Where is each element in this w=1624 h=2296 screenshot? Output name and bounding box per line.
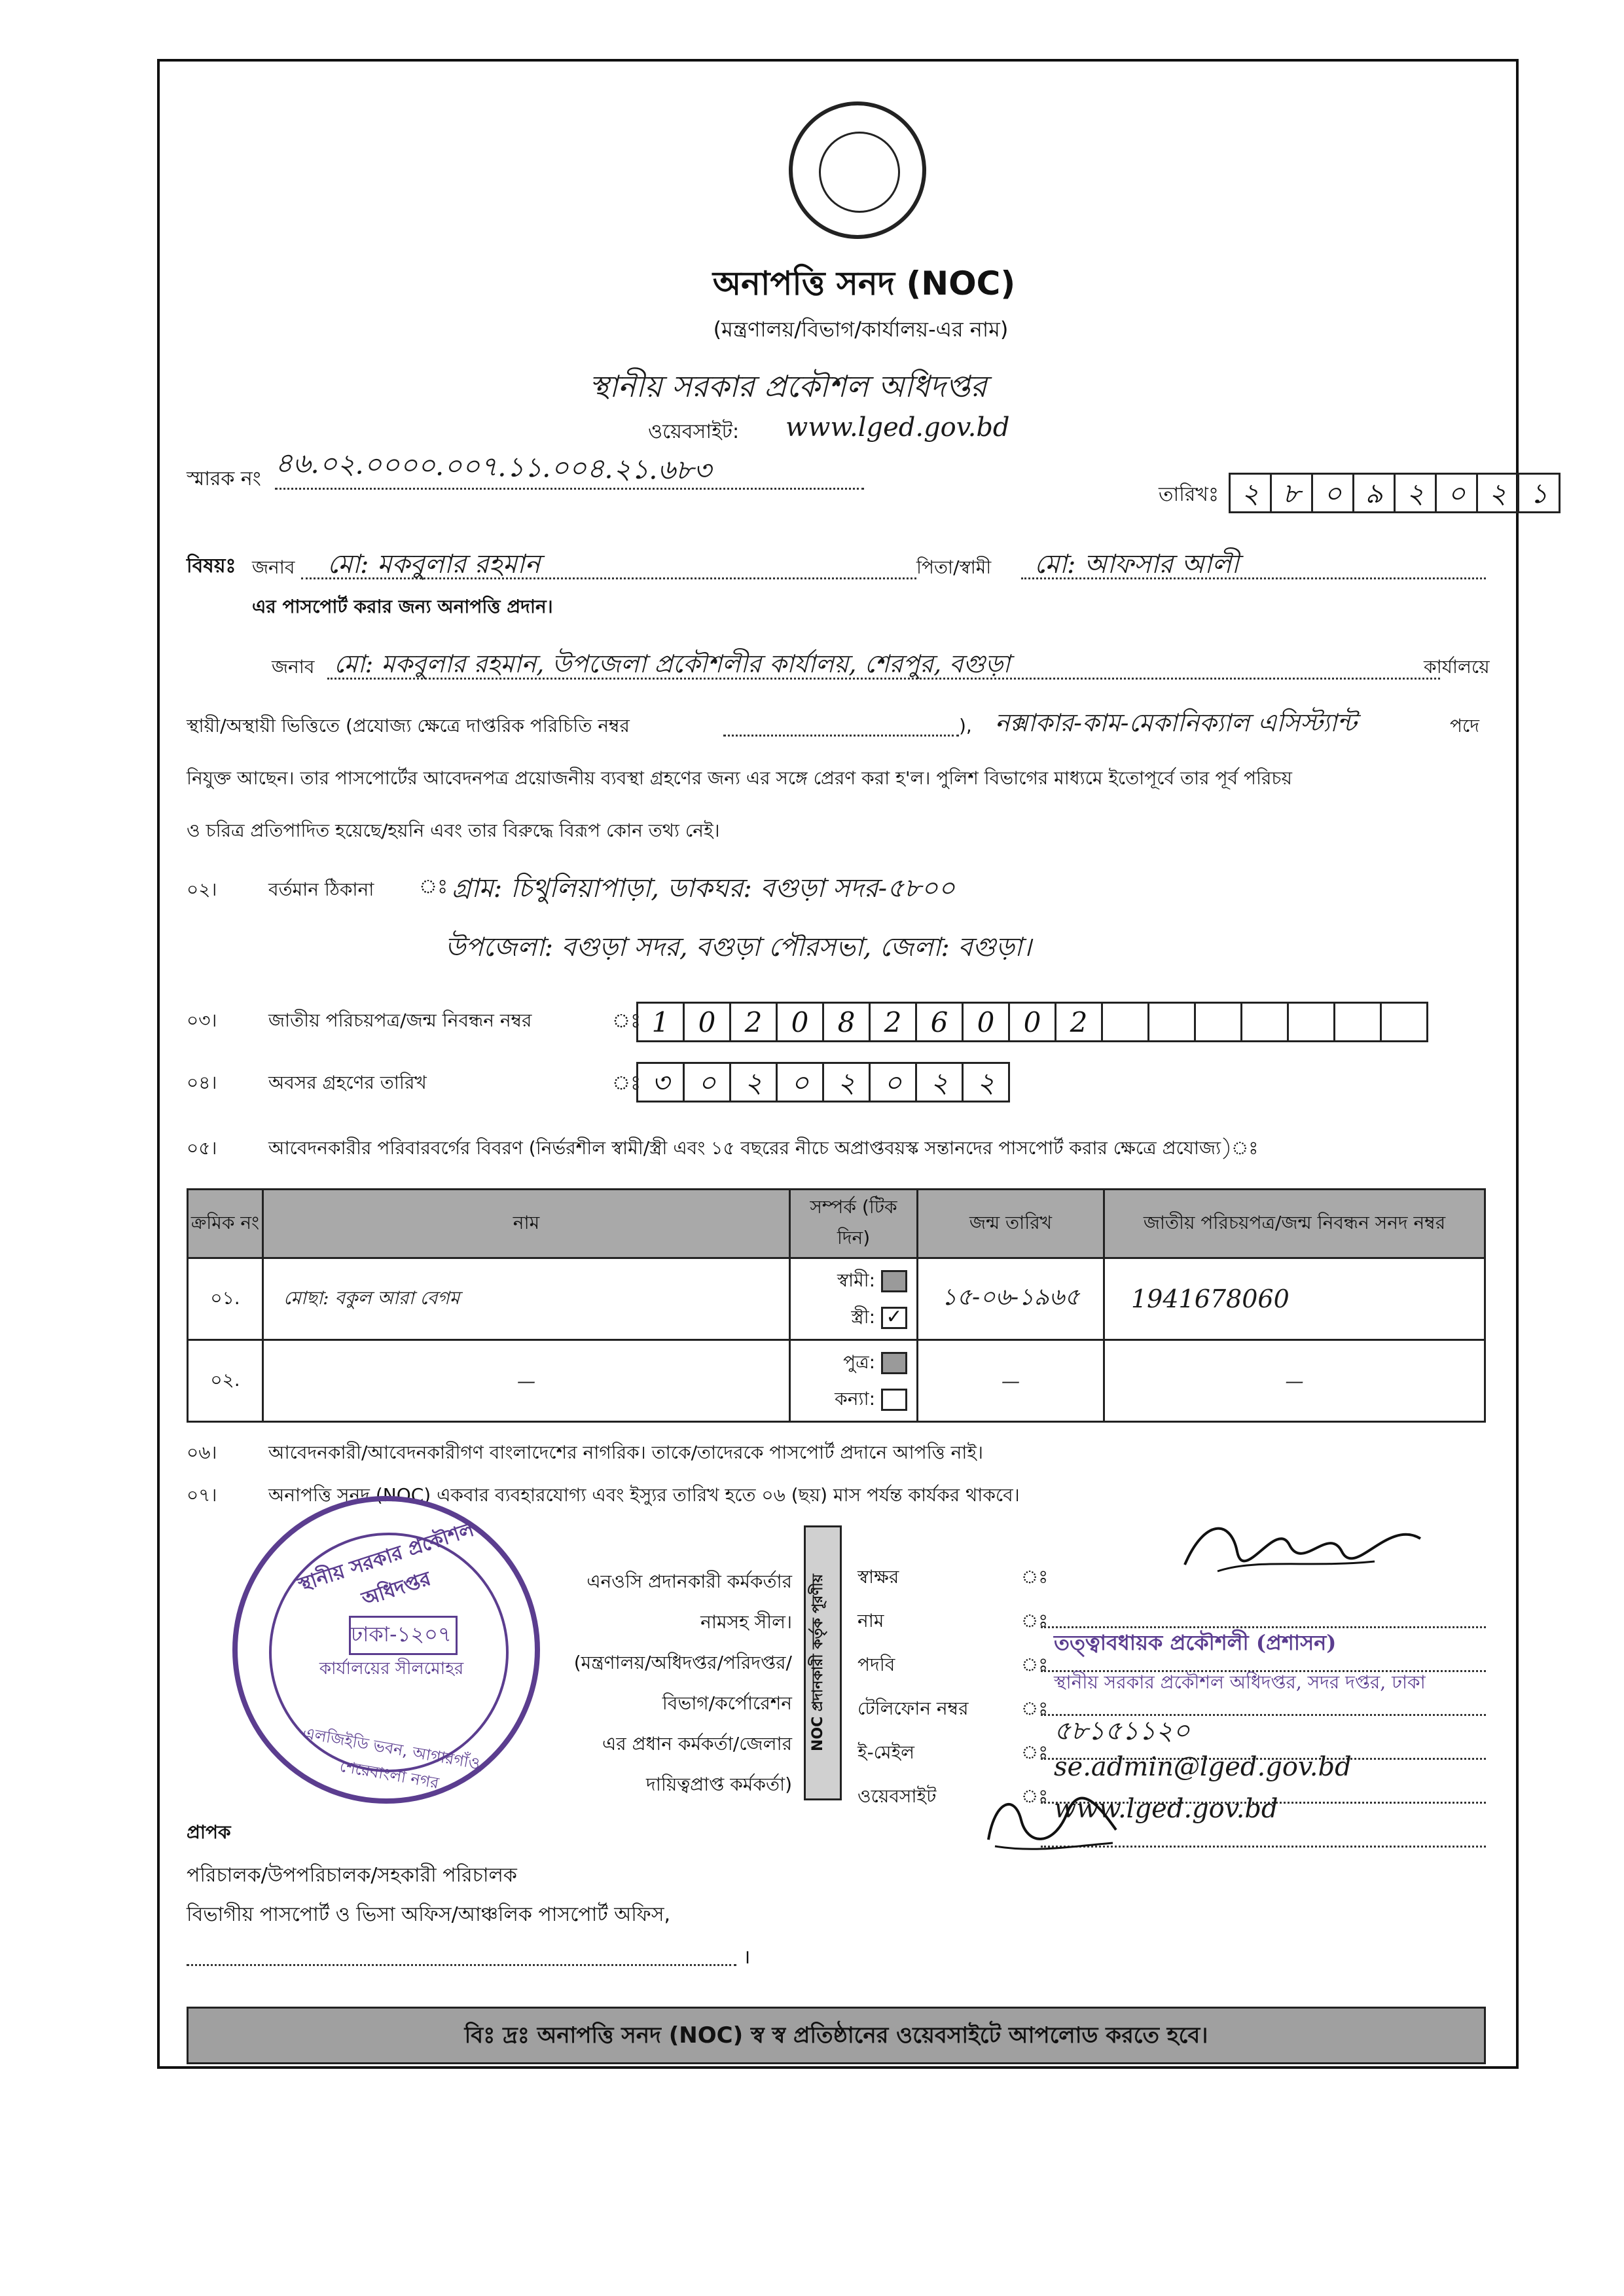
nid-digit: 2 bbox=[1055, 1002, 1103, 1042]
stamp-inner-text: কার্যালয়ের সীলমোহর bbox=[319, 1659, 464, 1679]
id-number-dotline bbox=[723, 735, 959, 737]
nid-digit: 0 bbox=[1008, 1002, 1056, 1042]
nid-boxes bbox=[638, 1002, 1428, 1042]
retire-digit: ০ bbox=[869, 1062, 917, 1102]
address-label: বর্তমান ঠিকানা bbox=[268, 879, 374, 900]
date-label: তারিখঃ bbox=[1159, 483, 1219, 506]
nid-digit: 1 bbox=[636, 1002, 685, 1042]
row-dob: — bbox=[918, 1340, 1104, 1422]
initials-scribble bbox=[975, 1781, 1126, 1859]
nid-label: জাতীয় পরিচয়পত্র/জন্ম নিবন্ধন নম্বর bbox=[268, 1010, 532, 1031]
website-label: ওয়েবসাইট: bbox=[648, 420, 740, 443]
subject-label: বিষয়ঃ bbox=[187, 555, 236, 577]
nid-digit: 0 bbox=[683, 1002, 731, 1042]
retire-digit: ২ bbox=[915, 1062, 964, 1102]
signature-label: স্বাক্ষর bbox=[857, 1566, 899, 1588]
office-name: স্থানীয় সরকার প্রকৌশল অধিদপ্তর bbox=[589, 369, 987, 404]
body-line2-suffix: পদে bbox=[1450, 715, 1479, 737]
nid-colon: ঃ bbox=[612, 1010, 641, 1032]
nid-digit bbox=[1333, 1002, 1382, 1042]
vertical-noc-label: NOC প্রদানকারী কর্তৃক পূরণীয় bbox=[804, 1525, 842, 1800]
row-relation bbox=[790, 1258, 918, 1340]
nid-digit: 8 bbox=[822, 1002, 871, 1042]
row-name: মোছা: বকুল আরা বেগম bbox=[263, 1258, 790, 1340]
memo-date-boxes bbox=[1231, 473, 1561, 513]
retire-date-boxes bbox=[638, 1062, 1010, 1102]
body-line2-close: ), bbox=[959, 715, 972, 737]
relation-husband-label: স্বামী: bbox=[837, 1269, 876, 1291]
seal-emblem-icon bbox=[819, 132, 900, 213]
nid-digit: 0 bbox=[962, 1002, 1010, 1042]
recipient-end: । bbox=[743, 1946, 751, 1969]
col-nid: জাতীয় পরিচয়পত্র/জন্ম নিবন্ধন সনদ নম্বর bbox=[1104, 1190, 1485, 1258]
recipient-label: প্রাপক bbox=[187, 1821, 231, 1843]
officer-name: তত্ত্বাবধায়ক প্রকৌশলী (প্রশাসন) bbox=[1054, 1630, 1337, 1655]
address-line2: উপজেলা: বগুড়া সদর, বগুড়া পৌরসভা, জেলা: বগুড়া। bbox=[445, 932, 1032, 962]
subject-line2: এর পাসপোর্ট করার জন্য অনাপত্তি প্রদান। bbox=[252, 596, 553, 617]
nid-digit bbox=[1101, 1002, 1149, 1042]
family-label: আবেদনকারীর পরিবারবর্গের বিবরণ (নির্ভরশীল স্বামী/স্ত্রী এবং ১৫ বছরের নীচে অপ্রাপ্তবয়স্ক সন্তানদের পাসপোর্ট করার ক্ষেত্রে প্রযোজ্য)ঃ bbox=[268, 1137, 1259, 1159]
daughter-checkbox[interactable] bbox=[881, 1389, 907, 1411]
col-relation: সম্পর্ক (টিক দিন) bbox=[790, 1190, 918, 1258]
footer-note: বিঃ দ্রঃ অনাপত্তি সনদ (NOC) স্ব স্ব প্রতিষ্ঠানের ওয়েবসাইটে আপলোড করতে হবে। bbox=[187, 2007, 1486, 2064]
colon: ঃ bbox=[1021, 1610, 1049, 1631]
address-colon: ঃ bbox=[419, 875, 448, 898]
nid-digit bbox=[1287, 1002, 1335, 1042]
row-serial: ০১. bbox=[188, 1258, 263, 1340]
item-number: ০৭। bbox=[187, 1484, 217, 1506]
name-label: নাম bbox=[857, 1610, 884, 1631]
office-suffix: কার্যালয়ে bbox=[1424, 656, 1490, 678]
nid-digit bbox=[1240, 1002, 1289, 1042]
body-line2-prefix: স্থায়ী/অস্থায়ী ভিত্তিতে (প্রযোজ্য ক্ষেত্রে দাপ্তরিক পরিচিতি নম্বর bbox=[187, 715, 630, 737]
recipient-line1: পরিচালক/উপপরিচালক/সহকারী পরিচালক bbox=[187, 1864, 517, 1887]
item-number: ০৪। bbox=[187, 1072, 217, 1093]
retire-colon: ঃ bbox=[612, 1072, 641, 1095]
body-line3: নিযুক্ত আছেন। তার পাসপোর্টের আবেদনপত্র প্রয়োজনীয় ব্যবস্থা গ্রহণের জন্য এর সঙ্গে প্রেরণ করা হ'ল। পুলিশ বিভাগের মাধ্যমে ইতোপূর্বে তার পূর্ব পরিচয় bbox=[187, 767, 1292, 789]
colon: ঃ bbox=[1021, 1698, 1049, 1719]
signature-value bbox=[1054, 1584, 1486, 1626]
nid-digit: 2 bbox=[729, 1002, 778, 1042]
row-relation bbox=[790, 1340, 918, 1422]
colon: ঃ bbox=[1021, 1741, 1049, 1763]
date-digit: ১ bbox=[1517, 473, 1561, 513]
nid-digit: 6 bbox=[915, 1002, 964, 1042]
relation-daughter-label: কন্যা: bbox=[835, 1388, 876, 1410]
body-line4: ও চরিত্র প্রতিপাদিত হয়েছে/হয়নি এবং তার বিরুদ্ধে বিরূপ কোন তথ্য নেই। bbox=[187, 820, 720, 841]
stamp-bottom-text: এলজিইডি ভবন, আগারগাঁও, শেরেবাংলা নগর bbox=[301, 1724, 487, 1793]
row-nid: — bbox=[1104, 1340, 1485, 1422]
officer-description bbox=[524, 1561, 792, 1805]
officer-email: se.admin@lged.gov.bd bbox=[1054, 1752, 1352, 1782]
website-value: www.lged.gov.bd bbox=[785, 412, 1010, 443]
retire-digit: ০ bbox=[776, 1062, 824, 1102]
phone-label: টেলিফোন নম্বর bbox=[857, 1698, 969, 1719]
document-subtitle: (মন্ত্রণালয়/বিভাগ/কার্যালয়-এর নাম) bbox=[713, 317, 1009, 342]
col-serial: ক্রমিক নং bbox=[188, 1190, 263, 1258]
document-title: অনাপত্তি সনদ (NOC) bbox=[712, 264, 1016, 302]
col-dob: জন্ম তারিখ bbox=[918, 1190, 1104, 1258]
row-dob: ১৫-০৬-১৯৬৫ bbox=[918, 1258, 1104, 1340]
government-seal bbox=[789, 101, 926, 239]
retire-digit: ২ bbox=[962, 1062, 1010, 1102]
wife-checkbox[interactable]: ✓ bbox=[881, 1307, 907, 1329]
father-name: মো: আফসার আলী bbox=[1034, 549, 1239, 579]
note-7: অনাপত্তি সনদ (NOC) একবার ব্যবহারযোগ্য এবং ইস্যুর তারিখ হতে ০৬ (ছয়) মাস পর্যন্ত কার্যকর থাকবে। bbox=[268, 1484, 1020, 1506]
stamp-middle-text: ঢাকা-১২০৭। bbox=[349, 1616, 458, 1655]
office-stamp bbox=[232, 1496, 540, 1804]
recipient-line2: বিভাগীয় পাসপোর্ট ও ভিসা অফিস/আঞ্চলিক পাসপোর্ট অফিস, bbox=[187, 1903, 671, 1926]
body-name-office: মো: মকবুলার রহমান, উপজেলা প্রকৌশলীর কার্যালয়, শেরপুর, বগুড়া bbox=[334, 649, 1011, 678]
husband-checkbox[interactable] bbox=[881, 1270, 907, 1292]
row-name: — bbox=[263, 1340, 790, 1422]
officer-desc-line: এর প্রধান কর্মকর্তা/জেলার bbox=[602, 1733, 792, 1755]
address-line1: গ্রাম: চিথুলিয়াপাড়া, ডাকঘর: বগুড়া সদর-৫৮০০ bbox=[452, 873, 956, 903]
table-row bbox=[188, 1258, 1485, 1340]
nid-digit bbox=[1380, 1002, 1428, 1042]
signature-labels bbox=[857, 1555, 969, 1818]
colon: ঃ bbox=[1021, 1785, 1049, 1807]
col-name: নাম bbox=[263, 1190, 790, 1258]
subject-name: মো: মকবুলার রহমান bbox=[327, 549, 541, 579]
body-janab: জনাব bbox=[272, 656, 315, 678]
relation-son-label: পুত্র: bbox=[843, 1351, 876, 1373]
son-checkbox[interactable] bbox=[881, 1352, 907, 1374]
item-number: ০৩। bbox=[187, 1010, 217, 1031]
nid-digit: 0 bbox=[776, 1002, 824, 1042]
nid-digit bbox=[1147, 1002, 1196, 1042]
nid-digit: 2 bbox=[869, 1002, 917, 1042]
retire-digit: ০ bbox=[683, 1062, 731, 1102]
officer-designation: স্থানীয় সরকার প্রকৌশল অধিদপ্তর, সদর দপ্তর, ঢাকা bbox=[1054, 1671, 1426, 1693]
nid-digit bbox=[1194, 1002, 1242, 1042]
item-number: ০৬। bbox=[187, 1442, 217, 1463]
item-number: ০২। bbox=[187, 879, 217, 900]
table-row bbox=[188, 1340, 1485, 1422]
officer-website: www.lged.gov.bd bbox=[1054, 1794, 1278, 1824]
recipient-dotline bbox=[187, 1964, 736, 1966]
retire-digit: ৩ bbox=[636, 1062, 685, 1102]
date-digit: ৮ bbox=[1270, 473, 1313, 513]
relation-wife-label: স্ত্রী: bbox=[851, 1306, 876, 1328]
date-digit: ২ bbox=[1229, 473, 1272, 513]
officer-desc-line: (মন্ত্রণালয়/অধিদপ্তর/পরিদপ্তর/ bbox=[573, 1652, 792, 1673]
item-number: ০৫। bbox=[187, 1137, 217, 1159]
officer-desc-line: বিভাগ/কর্পোরেশন bbox=[662, 1692, 792, 1714]
row-nid: 1941678060 bbox=[1104, 1258, 1485, 1340]
date-digit: ০ bbox=[1435, 473, 1478, 513]
officer-desc-line: নামসহ সীল। bbox=[700, 1611, 792, 1633]
row-serial: ০২. bbox=[188, 1340, 263, 1422]
retire-digit: ২ bbox=[729, 1062, 778, 1102]
retire-digit: ২ bbox=[822, 1062, 871, 1102]
designation-label: পদবি bbox=[857, 1654, 895, 1675]
date-digit: ২ bbox=[1476, 473, 1519, 513]
father-label: পিতা/স্বামী bbox=[916, 556, 992, 578]
signature-scribble bbox=[1178, 1506, 1427, 1591]
memo-label: স্মারক নং bbox=[187, 467, 261, 490]
retire-label: অবসর গ্রহণের তারিখ bbox=[268, 1072, 427, 1093]
date-digit: ০ bbox=[1311, 473, 1354, 513]
table-header-row bbox=[188, 1190, 1485, 1258]
subject-janab: জনাব bbox=[252, 556, 295, 578]
family-table bbox=[187, 1188, 1486, 1423]
officer-phone: ৫৮১৫১১২০ bbox=[1054, 1716, 1190, 1746]
colon: ঃ bbox=[1021, 1654, 1049, 1675]
email-label: ই-মেইল bbox=[857, 1741, 915, 1763]
stamp-outer-text: স্থানীয় সরকার প্রকৌশল অধিদপ্তর bbox=[295, 1518, 477, 1611]
officer-desc-line: দায়িত্বপ্রাপ্ত কর্মকর্তা) bbox=[646, 1774, 792, 1795]
colon: ঃ bbox=[1021, 1566, 1049, 1588]
designation: নক্সাকার-কাম-মেকানিক্যাল এসিস্ট্যান্ট bbox=[995, 708, 1357, 737]
memo-number: ৪৬.০২.০০০০.০০৭.১১.০০৪.২১.৬৮৩ bbox=[274, 446, 712, 486]
note-6: আবেদনকারী/আবেদনকারীগণ বাংলাদেশের নাগরিক। তাকে/তাদেরকে পাসপোর্ট প্রদানে আপত্তি নাই। bbox=[268, 1442, 984, 1463]
website-label: ওয়েবসাইট bbox=[857, 1785, 937, 1807]
officer-desc-line: এনওসি প্রদানকারী কর্মকর্তার bbox=[586, 1571, 792, 1592]
date-digit: ২ bbox=[1394, 473, 1437, 513]
date-digit: ৯ bbox=[1352, 473, 1396, 513]
